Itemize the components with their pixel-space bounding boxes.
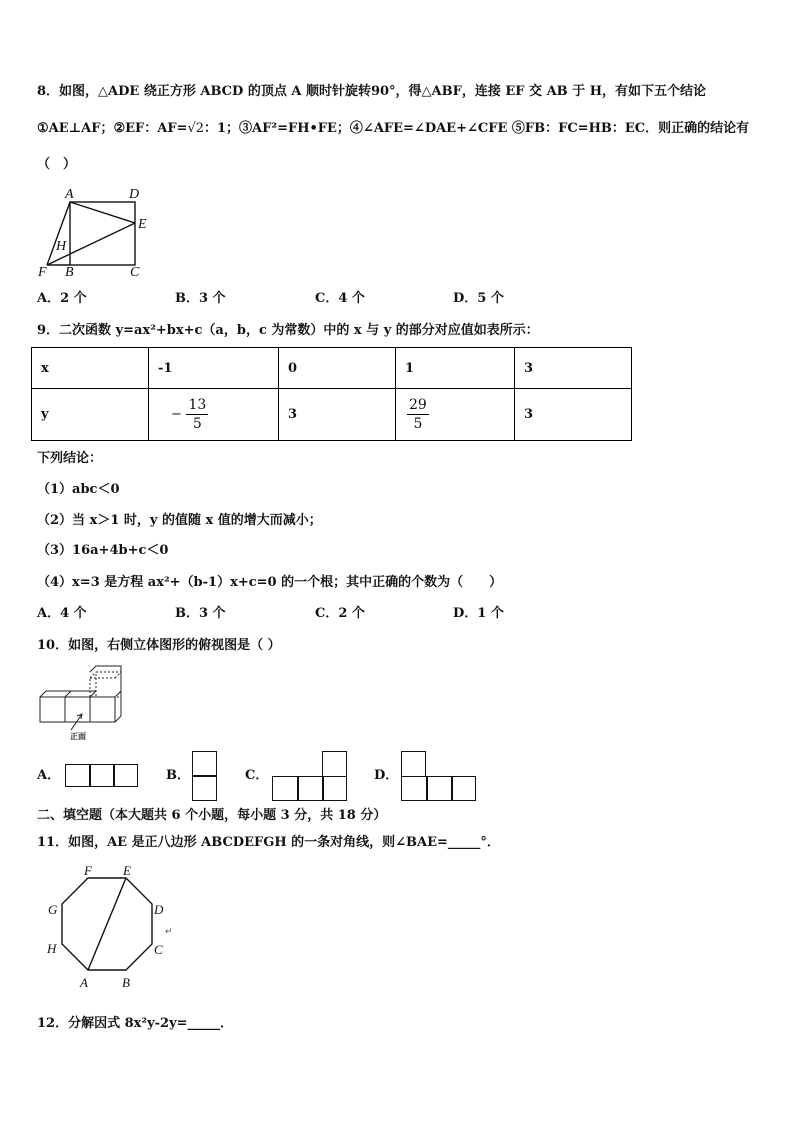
q8-paren: （ ） — [37, 157, 77, 172]
q11-stem: 11．如图，AE 是正八边形 ABCDEFGH 的一条对角线，则∠BAE=_____°． — [37, 835, 500, 850]
q9-option-b[interactable]: B．3 个 — [175, 606, 226, 621]
q9-value-table — [31, 347, 632, 441]
q10-stem: 10．如图，右侧立体图形的俯视图是（ ） — [37, 638, 281, 653]
q11-label-f: F — [84, 864, 92, 878]
q11-label-a: A — [80, 975, 88, 990]
q11-label-g: G — [48, 902, 58, 917]
table-row — [32, 389, 632, 441]
q8-option-b[interactable]: B．3 个 — [175, 291, 226, 306]
q9-conclusion-4: （4）x=3 是方程 ax²+（b-1）x+c=0 的一个根；其中正确的个数为（ ） — [37, 575, 503, 590]
q8-sqrt: √2 — [187, 121, 205, 136]
q10-solid-figure — [36, 664, 136, 744]
q11-label-h: H — [47, 941, 57, 956]
q8-figure — [35, 183, 160, 278]
q9-option-d[interactable]: D．1 个 — [453, 606, 504, 621]
q11-label-b: B — [122, 975, 130, 990]
q8-label-h: H — [56, 239, 67, 254]
q8-line-ae — [70, 202, 135, 223]
q9-conclusions-title: 下列结论： — [37, 451, 103, 466]
q10-option-c-figure[interactable] — [272, 751, 347, 801]
table-cell: 1 — [396, 348, 515, 389]
table-cell: -1 — [149, 348, 279, 389]
q11-label-d: D — [154, 902, 164, 917]
table-cell: 3 — [515, 389, 632, 441]
q10-option-c-label[interactable]: C． — [245, 768, 269, 783]
table-cell: x — [32, 348, 149, 389]
q8-label-b: B — [65, 265, 74, 278]
q8-label-e: E — [138, 217, 147, 232]
q11-label-c: C — [154, 942, 163, 957]
q8-label-f: F — [38, 265, 47, 278]
table-cell: 3 — [515, 348, 632, 389]
q11-label-e: E — [123, 864, 131, 878]
q9-stem: 9．二次函数 y=ax²+bx+c（a，b，c 为常数）中的 x 与 y 的部分对应值如表所示： — [37, 323, 539, 338]
q9-conclusion-3: （3）16a+4b+c＜0 — [37, 543, 169, 558]
q8-label-c: C — [130, 265, 140, 278]
q8-stem-line1: 8．如图，△ADE 绕正方形 ABCD 的顶点 A 顺时针旋转90°，得△ABF，连接 EF 交 AB 于 H，有如下五个结论 — [37, 84, 706, 99]
table-cell: 0 — [279, 348, 396, 389]
fraction-numerator: 13 — [188, 397, 207, 413]
q10-front-label: 正面 — [70, 732, 86, 741]
fraction-numerator: 29 — [409, 397, 427, 413]
q10-option-a-figure[interactable] — [65, 764, 138, 787]
fraction-denominator: 5 — [192, 416, 202, 432]
q11-diagonal-ae — [88, 878, 126, 970]
table-cell: 3 — [279, 389, 396, 441]
fraction-denominator: 5 — [413, 416, 423, 432]
q10-option-a-label[interactable]: A． — [37, 768, 61, 783]
q11-return-mark: ↵ — [165, 926, 173, 936]
q8-option-c[interactable]: C．4 个 — [315, 291, 365, 306]
table-cell — [149, 389, 279, 441]
q10-option-b-figure[interactable] — [192, 751, 217, 801]
q8-square — [70, 202, 135, 265]
q9-option-a[interactable]: A．4 个 — [37, 606, 87, 621]
q8-line2-a: ①AE⊥AF；②EF：AF= — [37, 121, 188, 136]
q8-line2-b: ：1；③AF²=FH•FE；④∠AFE=∠DAE+∠CFE ⑤FB：FC=HB：EC．则正确的结论有 — [204, 121, 750, 136]
q11-octagon-figure — [40, 864, 180, 994]
q10-option-d-figure[interactable] — [401, 751, 476, 801]
q8-label-d: D — [129, 187, 140, 202]
table-cell: y — [32, 389, 149, 441]
fraction-sign: − — [171, 407, 182, 422]
q9-conclusion-1: （1）abc＜0 — [37, 482, 120, 497]
q9-conclusion-2: （2）当 x＞1 时，y 的值随 x 值的增大而减小； — [37, 513, 322, 528]
q8-option-a[interactable]: A．2 个 — [37, 291, 87, 306]
section-heading-fill-in: 二、填空题（本大题共 6 个小题，每小题 3 分，共 18 分） — [37, 808, 387, 823]
q10-option-b-label[interactable]: B． — [166, 768, 190, 783]
q10-option-d-label[interactable]: D． — [374, 768, 399, 783]
q12-stem: 12．分解因式 8x²y-2y=_____． — [37, 1016, 234, 1031]
table-row — [32, 348, 632, 389]
q8-stem-line2 — [37, 121, 749, 137]
q8-option-d[interactable]: D．5 个 — [453, 291, 504, 306]
q8-label-a: A — [65, 187, 74, 202]
q9-option-c[interactable]: C．2 个 — [315, 606, 365, 621]
fraction — [407, 396, 429, 433]
table-cell — [396, 389, 515, 441]
fraction — [186, 396, 208, 433]
